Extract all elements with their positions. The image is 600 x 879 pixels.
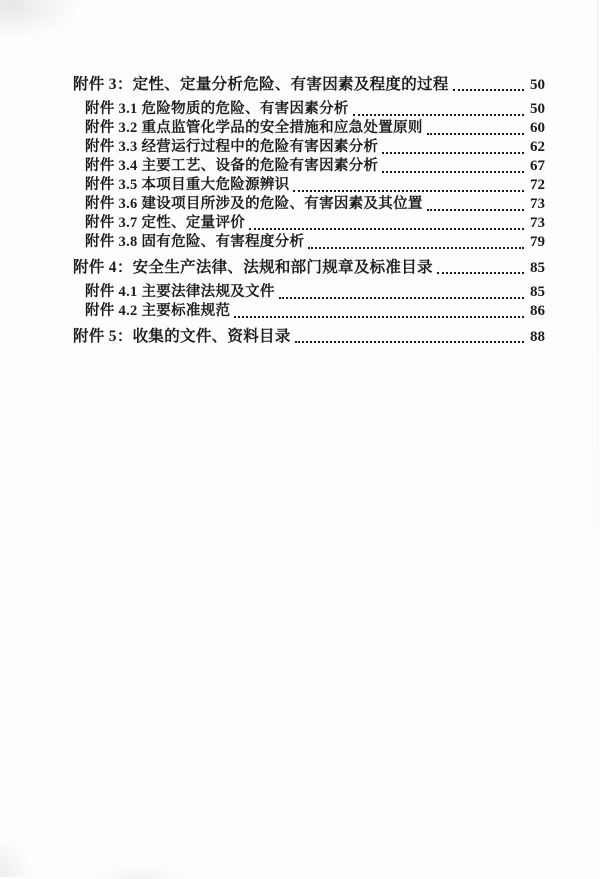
toc-leader-dots (427, 209, 524, 211)
toc-entry (73, 75, 545, 94)
toc-page-number: 88 (530, 329, 545, 345)
toc-entry (73, 119, 545, 138)
toc-entry (73, 157, 545, 176)
toc-leader-dots (293, 190, 524, 192)
toc-leader-dots (437, 272, 524, 274)
toc-leader-dots (279, 297, 524, 299)
toc-entry-label: 附件 5：收集的文件、资料目录 (73, 328, 291, 345)
toc-entry (73, 302, 545, 321)
toc-leader-dots (234, 316, 524, 318)
toc-entry-label: 附件 3.8 固有危险、有害程度分析 (85, 234, 305, 250)
toc-list (73, 69, 545, 352)
toc-page-number: 85 (530, 284, 545, 300)
toc-entry (73, 176, 545, 195)
toc-entry-label: 附件 3.1 危险物质的危险、有害因素分析 (85, 101, 349, 117)
toc-entry-label: 附件 3.2 重点监管化学品的安全措施和应急处置原则 (85, 120, 423, 136)
toc-leader-dots (453, 89, 524, 91)
scan-corner-shadow-artifact (0, 0, 120, 70)
toc-leader-dots (249, 228, 524, 230)
toc-page-number: 85 (530, 260, 545, 276)
toc-entry-label: 附件 4.1 主要法律法规及文件 (85, 284, 275, 300)
toc-entry-label: 附件 4.2 主要标准规范 (85, 303, 231, 319)
toc-entry-label: 附件 3.6 建设项目所涉及的危险、有害因素及其位置 (85, 196, 423, 212)
toc-page-number: 50 (530, 101, 545, 117)
toc-entry (73, 283, 545, 302)
toc-entry (73, 327, 545, 346)
toc-leader-dots (427, 133, 524, 135)
toc-page-number: 73 (530, 196, 545, 212)
toc-page-number: 67 (530, 158, 545, 174)
toc-page-number: 50 (530, 77, 545, 93)
toc-entry-label: 附件 4：安全生产法律、法规和部门规章及标准目录 (73, 259, 433, 276)
toc-page-number: 79 (530, 234, 545, 250)
scan-smudge-artifact (100, 867, 180, 879)
toc-page-number: 72 (530, 177, 545, 193)
toc-entry-label: 附件 3：定性、定量分析危险、有害因素及程度的过程 (73, 76, 449, 93)
toc-leader-dots (382, 152, 524, 154)
toc-entry (73, 233, 545, 252)
toc-entry (73, 195, 545, 214)
toc-entry-label: 附件 3.4 主要工艺、设备的危险有害因素分析 (85, 158, 379, 174)
toc-page-number: 62 (530, 139, 545, 155)
toc-leader-dots (308, 247, 524, 249)
scan-edge-line-artifact (597, 0, 598, 527)
toc-entry-label: 附件 3.3 经营运行过程中的危险有害因素分析 (85, 139, 379, 155)
toc-entry-label: 附件 3.5 本项目重大危险源辨识 (85, 177, 290, 193)
toc-entry (73, 138, 545, 157)
toc-page-number: 73 (530, 215, 545, 231)
toc-entry (73, 100, 545, 119)
toc-page-number: 86 (530, 303, 545, 319)
toc-entry (73, 214, 545, 233)
toc-leader-dots (295, 341, 524, 343)
toc-leader-dots (353, 114, 524, 116)
toc-entry (73, 258, 545, 277)
toc-entry-label: 附件 3.7 定性、定量评价 (85, 215, 246, 231)
toc-leader-dots (382, 171, 524, 173)
toc-page-number: 60 (530, 120, 545, 136)
scan-smudge-artifact (0, 837, 30, 877)
